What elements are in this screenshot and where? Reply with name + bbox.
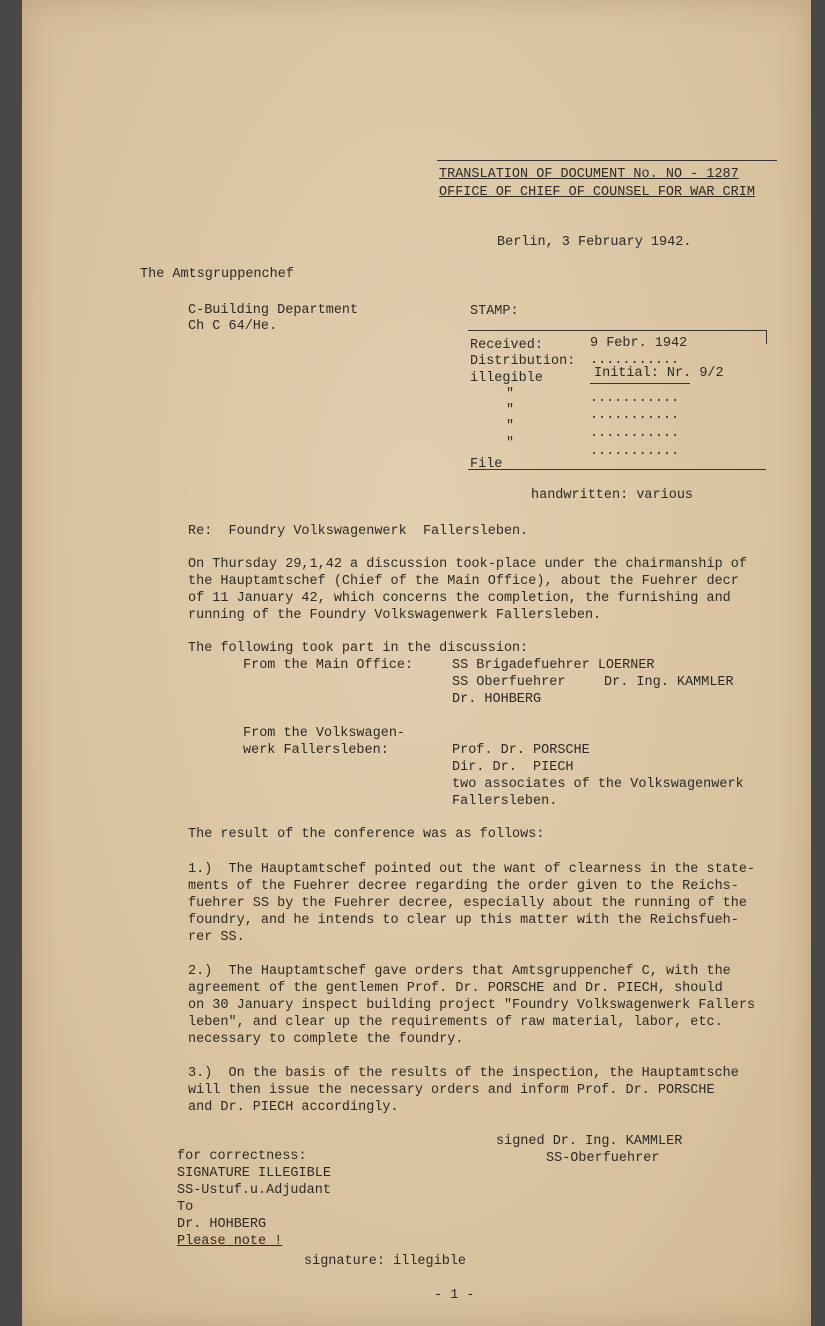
stamp-initial-rule xyxy=(590,383,690,384)
stamp-dots: ........... xyxy=(590,426,680,441)
stamp-initial: Initial: Nr. 9/2 xyxy=(594,366,724,381)
stamp-label: STAMP: xyxy=(470,304,519,319)
header-translation: TRANSLATION OF DOCUMENT No. NO - 1287 xyxy=(439,167,739,182)
vw-member: Fallersleben. xyxy=(452,794,558,809)
main-office-member: SS Brigadefuehrer LOERNER xyxy=(452,658,655,673)
header-rule xyxy=(437,160,777,161)
main-office-label: From the Main Office: xyxy=(243,658,414,673)
vw-member: Dir. Dr. PIECH xyxy=(452,760,574,775)
main-office-member: Dr. HOHBERG xyxy=(452,692,542,707)
stamp-dots: ........... xyxy=(590,391,680,406)
header-office: OFFICE OF CHIEF OF COUNSEL FOR WAR CRIM xyxy=(439,185,755,200)
point1-line: fuehrer SS by the Fuehrer decree, especially about the running of the xyxy=(188,896,747,911)
stamp-ditto: " xyxy=(506,419,515,434)
para1-line: running of the Foundry Volkswagenwerk Fallersleben. xyxy=(188,608,602,623)
point2-line: leben", and clear up the requirements of raw material, labor, etc. xyxy=(188,1015,723,1030)
signed-rank: SS-Oberfuehrer xyxy=(546,1151,660,1166)
main-office-member: SS Oberfuehrer xyxy=(452,675,566,690)
signature-illegible: signature: illegible xyxy=(304,1254,467,1269)
stamp-top-rule xyxy=(468,330,766,331)
sender-title: The Amtsgruppenchef xyxy=(140,267,294,282)
stamp-illegible: illegible xyxy=(470,371,543,386)
subject-line: Re: Foundry Volkswagenwerk Fallersleben. xyxy=(188,524,529,539)
stamp-ditto: " xyxy=(506,387,515,402)
correctness-line: for correctness: xyxy=(177,1149,307,1164)
vw-label: From the Volkswagen- xyxy=(243,726,406,741)
document-page xyxy=(22,0,811,1326)
para1-line: of 11 January 42, which concerns the completion, the furnishing and xyxy=(188,591,731,606)
point1-line: foundry, and he intends to clear up this matter with the Reichsfueh- xyxy=(188,913,739,928)
para1-line: the Hauptamtschef (Chief of the Main Office), about the Fuehrer decr xyxy=(188,574,739,589)
sender-ref: Ch C 64/He. xyxy=(188,319,278,334)
signed-line: signed Dr. Ing. KAMMLER xyxy=(496,1134,683,1149)
stamp-received-value: 9 Febr. 1942 xyxy=(590,336,688,351)
result-intro: The result of the conference was as follows: xyxy=(188,827,545,842)
point1-line: rer SS. xyxy=(188,930,245,945)
vw-label: werk Fallersleben: xyxy=(243,743,389,758)
correctness-line: SS-Ustuf.u.Adjudant xyxy=(177,1183,331,1198)
point3-line: 3.) On the basis of the results of the inspection, the Hauptamtsche xyxy=(188,1066,739,1081)
correctness-line: To xyxy=(177,1200,194,1215)
stamp-distribution-label: Distribution: xyxy=(470,354,576,369)
page-number: - 1 - xyxy=(434,1288,475,1303)
point2-line: 2.) The Hauptamtschef gave orders that Amtsgruppenchef C, with the xyxy=(188,964,731,979)
vw-member: Prof. Dr. PORSCHE xyxy=(452,743,590,758)
stamp-dots: ........... xyxy=(590,353,680,368)
correctness-line: Dr. HOHBERG xyxy=(177,1217,267,1232)
stamp-file: File xyxy=(470,457,503,472)
stamp-right-rule xyxy=(766,330,767,344)
point3-line: will then issue the necessary orders and inform Prof. Dr. PORSCHE xyxy=(188,1083,715,1098)
correctness-line: SIGNATURE ILLEGIBLE xyxy=(177,1166,331,1181)
point1-line: ments of the Fuehrer decree regarding the order given to the Reichs- xyxy=(188,879,739,894)
stamp-ditto: " xyxy=(506,436,515,451)
main-office-member: Dr. Ing. KAMMLER xyxy=(604,675,734,690)
point1-line: 1.) The Hauptamtschef pointed out the want of clearness in the state- xyxy=(188,862,756,877)
stamp-ditto: " xyxy=(506,403,515,418)
sender-dept: C-Building Department xyxy=(188,303,359,318)
stamp-dots: ........... xyxy=(590,444,680,459)
date-line: Berlin, 3 February 1942. xyxy=(497,235,692,250)
handwritten-note: handwritten: various xyxy=(531,488,694,503)
point2-line: necessary to complete the foundry. xyxy=(188,1032,464,1047)
vw-member: two associates of the Volkswagenwerk xyxy=(452,777,744,792)
point2-line: agreement of the gentlemen Prof. Dr. PORSCHE and Dr. PIECH, should xyxy=(188,981,723,996)
stamp-received-label: Received: xyxy=(470,338,543,353)
stamp-bottom-rule xyxy=(468,469,766,470)
participants-intro: The following took part in the discussion: xyxy=(188,641,529,656)
please-note: Please note ! xyxy=(177,1234,283,1249)
point3-line: and Dr. PIECH accordingly. xyxy=(188,1100,399,1115)
stamp-dots: ........... xyxy=(590,408,680,423)
para1-line: On Thursday 29,1,42 a discussion took-place under the chairmanship of xyxy=(188,557,747,572)
point2-line: on 30 January inspect building project "Foundry Volkswagenwerk Fallers xyxy=(188,998,756,1013)
